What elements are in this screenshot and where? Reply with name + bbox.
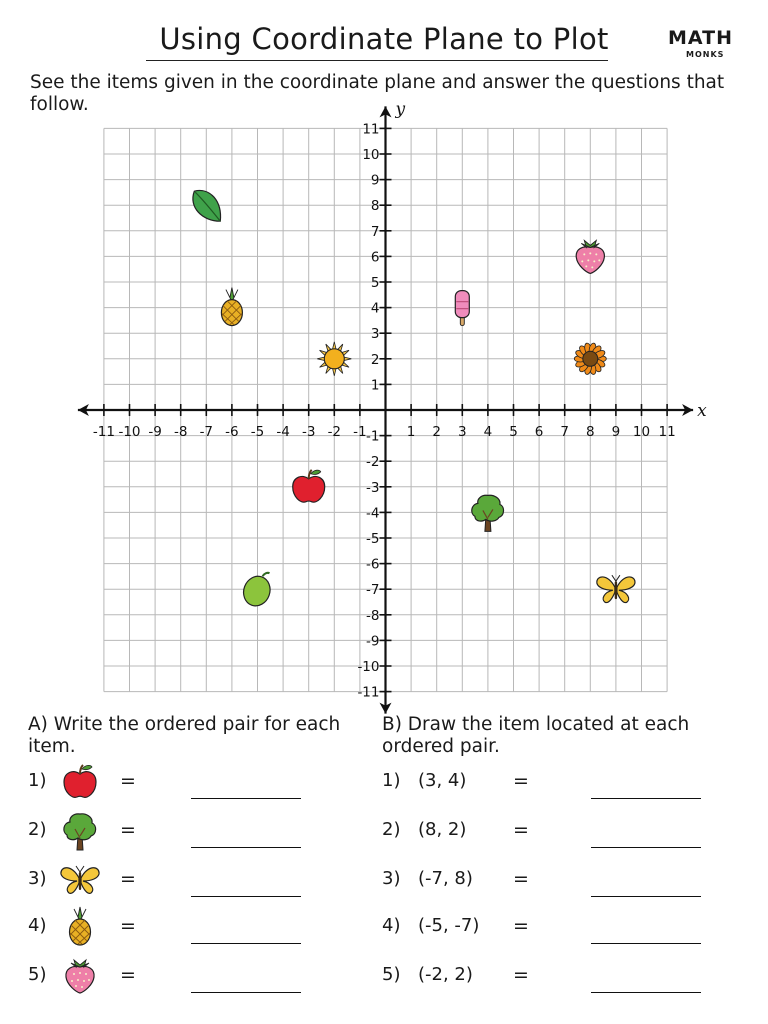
tree-icon (60, 809, 100, 853)
x-tick-label: 3 (458, 424, 467, 440)
pineapple-icon (221, 288, 242, 326)
x-tick-label: -8 (173, 424, 188, 440)
y-tick-label: -3 (366, 479, 380, 496)
logo-sub-text: MONKS (686, 50, 725, 59)
coordinate-plane (0, 99, 768, 705)
y-tick-label: 1 (370, 377, 380, 394)
x-tick-label: -11 (92, 424, 115, 440)
section-b-heading: B) Draw the item located at each ordered pair. (382, 714, 690, 757)
x-tick-label: -9 (148, 424, 162, 440)
y-tick-label: 5 (370, 275, 380, 291)
question-number: 5) (382, 964, 401, 985)
x-tick-label: -5 (250, 424, 265, 440)
title-underline (146, 60, 608, 61)
apple-icon (293, 470, 325, 502)
answer-blank[interactable] (191, 992, 301, 993)
y-tick-label: 3 (370, 326, 380, 343)
sunflower-icon (574, 342, 606, 375)
y-tick-label: 11 (362, 121, 380, 138)
answer-blank[interactable] (591, 992, 701, 993)
x-tick-label: -1 (353, 424, 367, 440)
equals-sign: = (513, 770, 529, 792)
y-axis-label: y (395, 99, 406, 120)
equals-sign: = (513, 964, 529, 986)
x-tick-label: 5 (509, 424, 518, 440)
answer-blank[interactable] (191, 943, 301, 944)
x-tick-label: 1 (406, 424, 416, 440)
question-number: 4) (28, 915, 47, 936)
y-tick-label: -11 (357, 684, 380, 701)
y-tick-label: -9 (366, 633, 380, 650)
question-number: 1) (28, 770, 47, 791)
x-tick-label: -4 (276, 424, 290, 440)
answer-blank[interactable] (191, 896, 301, 897)
y-tick-label: 2 (370, 351, 380, 368)
y-tick-label: -2 (366, 454, 380, 471)
apple-icon (60, 760, 100, 804)
equals-sign: = (120, 819, 136, 841)
y-tick-label: -5 (366, 531, 380, 547)
ordered-pair: (3, 4) (418, 770, 467, 791)
ordered-pair: (-5, -7) (418, 915, 480, 936)
y-tick-label: 8 (370, 198, 380, 215)
axes (78, 99, 707, 713)
x-tick-label: 7 (560, 424, 569, 440)
equals-sign: = (513, 915, 529, 937)
equals-sign: = (120, 770, 136, 792)
question-number: 1) (382, 770, 401, 791)
x-tick-label: 6 (534, 424, 544, 440)
y-tick-label: -7 (366, 582, 380, 599)
answer-blank[interactable] (591, 943, 701, 944)
x-tick-label: 9 (611, 424, 621, 440)
butterfly-icon (60, 858, 100, 902)
x-tick-label: -10 (118, 424, 141, 440)
worksheet-title: Using Coordinate Plane to Plot (159, 22, 609, 56)
answer-blank[interactable] (591, 798, 701, 799)
question-number: 2) (382, 819, 401, 840)
question-number: 2) (28, 819, 47, 840)
ordered-pair: (-7, 8) (418, 868, 473, 889)
answer-blank[interactable] (191, 798, 301, 799)
y-tick-label: 10 (362, 147, 380, 163)
sun-icon (317, 342, 351, 376)
y-tick-label: -10 (357, 659, 380, 675)
x-tick-label: 10 (632, 424, 651, 440)
x-axis-label: x (697, 401, 707, 421)
equals-sign: = (513, 819, 529, 841)
x-tick-label: -6 (225, 424, 239, 440)
equals-sign: = (513, 868, 529, 890)
math-monks-logo (668, 27, 732, 63)
y-tick-label: 4 (370, 300, 380, 317)
plotted-items (193, 191, 635, 610)
y-tick-label: -8 (366, 607, 380, 624)
answer-blank[interactable] (591, 847, 701, 848)
popsicle-icon (455, 291, 469, 326)
instructions: See the items given in the coordinate plane and answer the questions that follow. (30, 72, 725, 115)
y-tick-label: 6 (370, 249, 380, 266)
pineapple-icon (60, 905, 100, 949)
leaf-icon (193, 191, 221, 222)
y-tick-label: 7 (370, 223, 380, 240)
equals-sign: = (120, 964, 136, 986)
answer-blank[interactable] (191, 847, 301, 848)
question-number: 4) (382, 915, 401, 936)
question-number: 3) (28, 868, 47, 889)
logo-main-text: MATH (668, 27, 733, 49)
y-tick-label: -6 (366, 556, 380, 573)
x-tick-label: -2 (327, 424, 342, 440)
equals-sign: = (120, 868, 136, 890)
question-number: 3) (382, 868, 401, 889)
x-tick-label: -3 (301, 424, 316, 440)
ordered-pair: (-2, 2) (418, 964, 473, 985)
x-tick-label: 4 (483, 424, 493, 440)
y-tick-label: 9 (370, 172, 380, 189)
x-tick-label: 8 (586, 424, 595, 440)
x-tick-label: -7 (199, 424, 214, 440)
x-tick-label: 11 (658, 424, 676, 440)
y-tick-label: -4 (366, 505, 380, 522)
strawberry-icon (576, 240, 604, 273)
section-a-heading: A) Write the ordered pair for each item. (28, 714, 341, 757)
y-tick-label: -1 (366, 428, 380, 445)
lime-icon (239, 573, 274, 610)
ordered-pair: (8, 2) (418, 819, 467, 840)
question-number: 5) (28, 964, 47, 985)
answer-blank[interactable] (591, 896, 701, 897)
tree-icon (472, 495, 504, 531)
equals-sign: = (120, 915, 136, 937)
x-tick-label: 2 (432, 424, 441, 440)
strawberry-icon (60, 954, 100, 998)
